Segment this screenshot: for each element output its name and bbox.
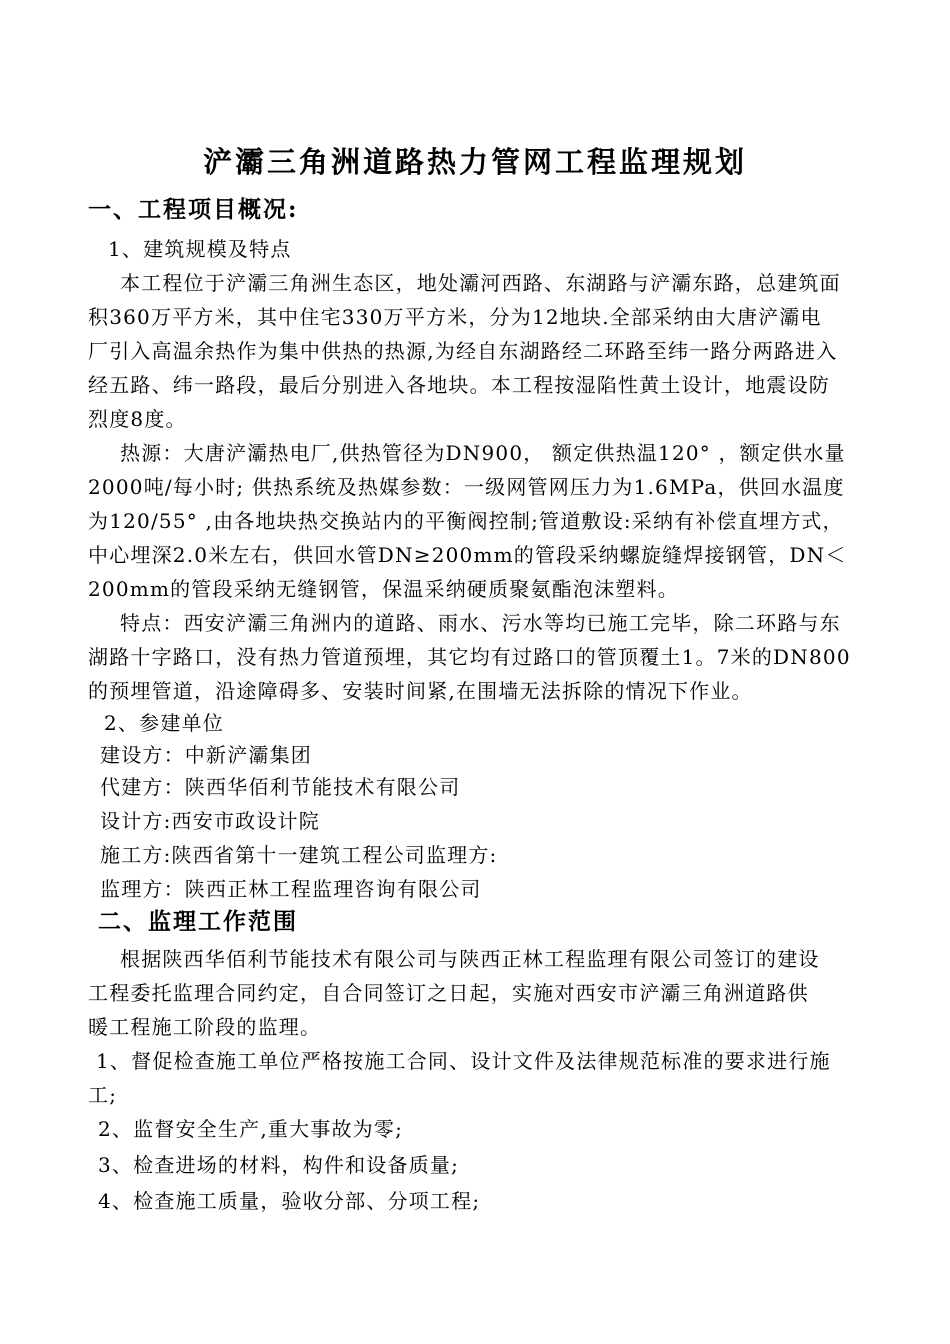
- unit-line: 监理方：陕西正林工程监理咨询有限公司: [100, 877, 482, 901]
- paragraph-line: 积360万平方米，其中住宅330万平方米，分为12地块.全部采纳由大唐浐灞电: [88, 305, 822, 329]
- list-item: 2、监督安全生产,重大事故为零;: [98, 1117, 404, 1141]
- list-item: 4、检查施工质量，验收分部、分项工程;: [98, 1189, 481, 1213]
- paragraph-line: 热源：大唐浐灞热电厂,供热管径为DN900， 额定供热温120° ，额定供水量: [120, 441, 846, 465]
- unit-line: 建设方：中新浐灞集团: [100, 743, 312, 767]
- list-item-continuation: 工;: [88, 1083, 118, 1107]
- paragraph-line: 本工程位于浐灞三角洲生态区，地处灞河西路、东湖路与浐灞东路，总建筑面: [120, 271, 841, 295]
- paragraph-line: 根据陕西华佰利节能技术有限公司与陕西正林工程监理有限公司签订的建设: [120, 947, 820, 971]
- paragraph-line: 经五路、纬一路段，最后分别进入各地块。本工程按湿陷性黄土设计，地震设防: [88, 373, 830, 397]
- unit-line: 施工方:陕西省第十一建筑工程公司监理方:: [100, 843, 498, 867]
- paragraph-line: 厂引入高温余热作为集中供热的热源,为经自东湖路经二环路至纬一路分两路进入: [88, 339, 838, 363]
- list-item: 3、检查进场的材料，构件和设备质量;: [98, 1153, 460, 1177]
- subheading-building-scale: 1、建筑规模及特点: [108, 237, 292, 261]
- paragraph-line: 工程委托监理合同约定，自合同签订之日起，实施对西安市浐灞三角洲道路供: [88, 981, 809, 1005]
- unit-line: 代建方：陕西华佰利节能技术有限公司: [100, 775, 461, 799]
- paragraph-line: 湖路十字路口，没有热力管道预埋，其它均有过路口的管顶覆土1。7米的DN800: [88, 645, 851, 669]
- document-title: 浐灞三角洲道路热力管网工程监理规划: [202, 145, 747, 179]
- paragraph-line: 烈度8度。: [88, 407, 187, 431]
- paragraph-line: 中心埋深2.0米左右，供回水管DN≥200mm的管段采纳螺旋缝焊接钢管，DN＜: [88, 543, 847, 567]
- paragraph-line: 的预埋管道，沿途障碍多、安装时间紧,在围墙无法拆除的情况下作业。: [88, 679, 753, 703]
- paragraph-line: 为120/55° ,由各地块热交换站内的平衡阀控制;管道敷设:采纳有补偿直埋方式，: [88, 509, 844, 533]
- section-heading-project-overview: 一、工程项目概况:: [88, 196, 299, 223]
- subheading-participating-units: 2、参建单位: [104, 711, 224, 735]
- paragraph-line: 特点：西安浐灞三角洲内的道路、雨水、污水等均已施工完毕，除二环路与东: [120, 611, 841, 635]
- paragraph-line: 2000吨/每小时; 供热系统及热媒参数：一级网管网压力为1.6MPa，供回水温度: [88, 475, 845, 499]
- unit-line: 设计方:西安市政设计院: [100, 809, 320, 833]
- paragraph-line: 200mm的管段采纳无缝钢管，保温采纳硬质聚氨酯泡沫塑料。: [88, 577, 679, 601]
- section-heading-supervision-scope: 二、监理工作范围: [98, 908, 298, 935]
- list-item: 1、督促检查施工单位严格按施工合同、设计文件及法律规范标准的要求进行施: [96, 1049, 831, 1073]
- paragraph-line: 暖工程施工阶段的监理。: [88, 1015, 322, 1039]
